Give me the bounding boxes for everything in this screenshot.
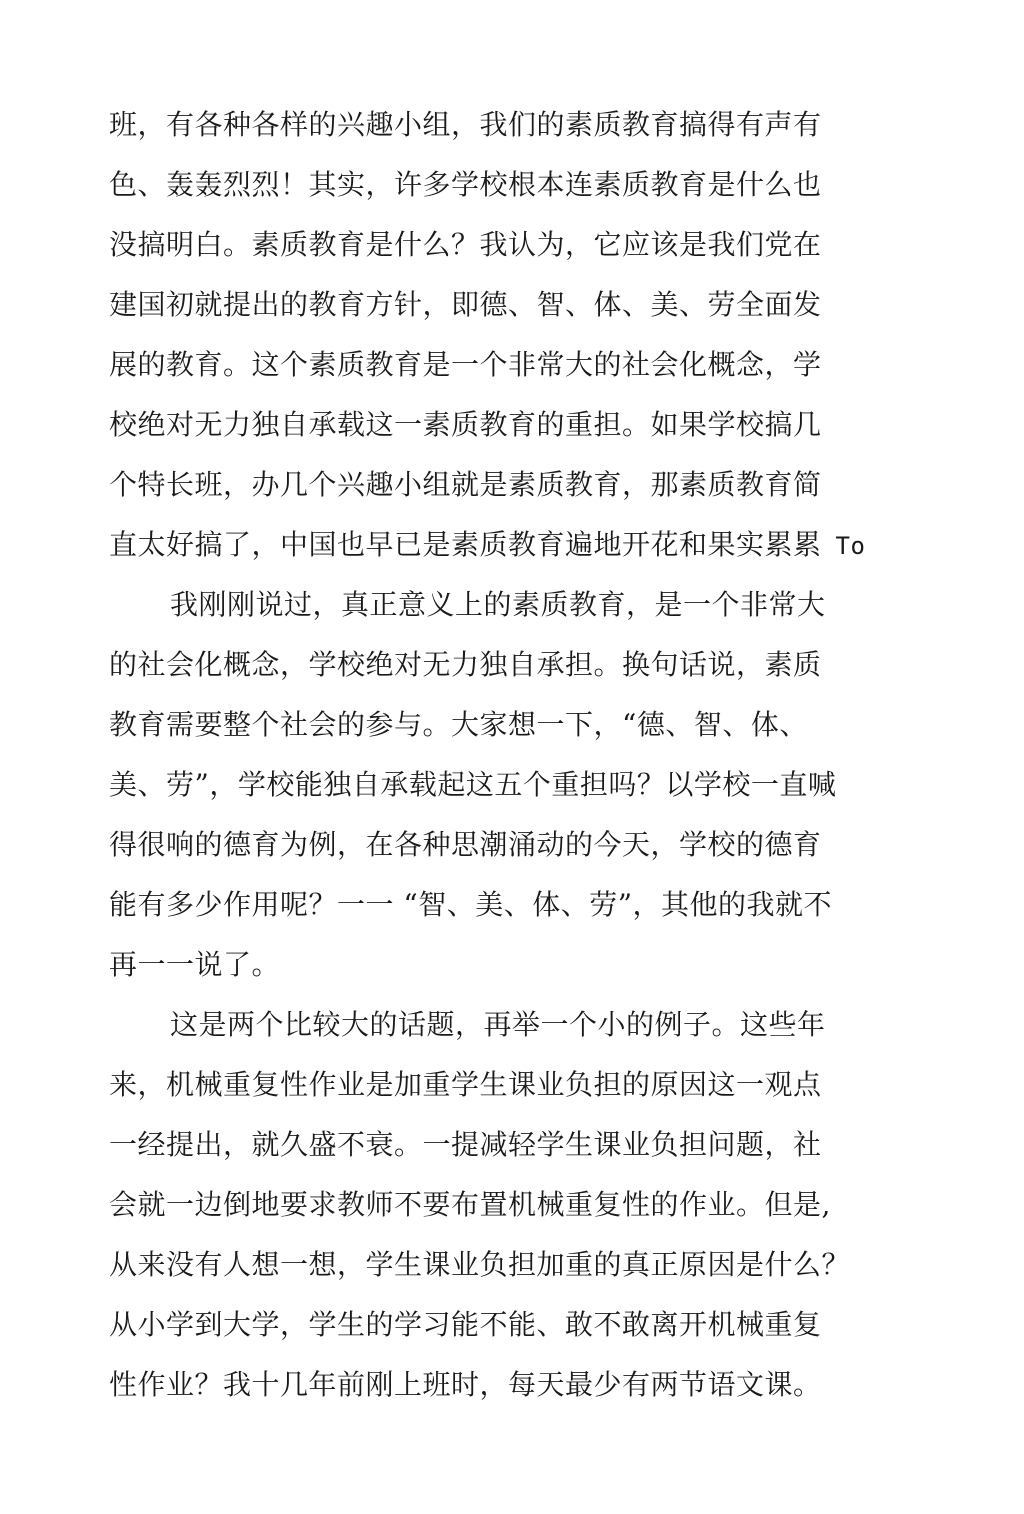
text-line: 展的教育。这个素质教育是一个非常大的社会化概念，学 bbox=[109, 348, 822, 381]
text-line: 个特长班，办几个兴趣小组就是素质教育，那素质教育简 bbox=[109, 468, 822, 501]
text-line: 一经提出，就久盛不衰。一提减轻学生课业负担问题，社 bbox=[109, 1128, 822, 1161]
text-line: 的社会化概念，学校绝对无力独自承担。换句话说，素质 bbox=[109, 648, 822, 681]
text-line: 能有多少作用呢？一一 “智、美、体、劳”，其他的我就不 bbox=[109, 888, 833, 921]
text-line: 班，有各种各样的兴趣小组，我们的素质教育搞得有声有 bbox=[109, 108, 822, 141]
text-line: 会就一边倒地要求教师不要布置机械重复性的作业。但是, bbox=[109, 1188, 831, 1221]
text-line-body: 直太好搞了，中国也早已是素质教育遍地开花和果实累累 bbox=[109, 528, 822, 561]
text-line: 来，机械重复性作业是加重学生课业负担的原因这一观点 bbox=[109, 1068, 822, 1101]
text-line: 教育需要整个社会的参与。大家想一下，“德、智、体、 bbox=[109, 708, 808, 741]
text-line-tail: To bbox=[835, 532, 866, 560]
text-line: 美、劳”，学校能独自承载起这五个重担吗？以学校一直喊 bbox=[109, 768, 837, 801]
text-line: 建国初就提出的教育方针，即德、智、体、美、劳全面发 bbox=[109, 288, 822, 321]
text-line: 色、轰轰烈烈！其实，许多学校根本连素质教育是什么也 bbox=[109, 168, 822, 201]
paragraph-first-line: 我刚刚说过，真正意义上的素质教育，是一个非常大 bbox=[170, 588, 826, 621]
text-line: 性作业？我十几年前刚上班时，每天最少有两节语文课。 bbox=[109, 1368, 822, 1401]
text-line: 得很响的德育为例，在各种思潮涌动的今天，学校的德育 bbox=[109, 828, 822, 861]
text-line: 没搞明白。素质教育是什么？我认为，它应该是我们党在 bbox=[109, 228, 822, 261]
text-line: 从小学到大学，学生的学习能不能、敢不敢离开机械重复 bbox=[109, 1308, 822, 1341]
text-line bbox=[109, 525, 865, 565]
text-line: 再一一说了。 bbox=[109, 948, 281, 981]
text-line: 校绝对无力独自承载这一素质教育的重担。如果学校搞几 bbox=[109, 408, 822, 441]
paragraph-first-line: 这是两个比较大的话题，再举一个小的例子。这些年 bbox=[170, 1008, 826, 1041]
text-line: 从来没有人想一想，学生课业负担加重的真正原因是什么？ bbox=[109, 1248, 851, 1281]
